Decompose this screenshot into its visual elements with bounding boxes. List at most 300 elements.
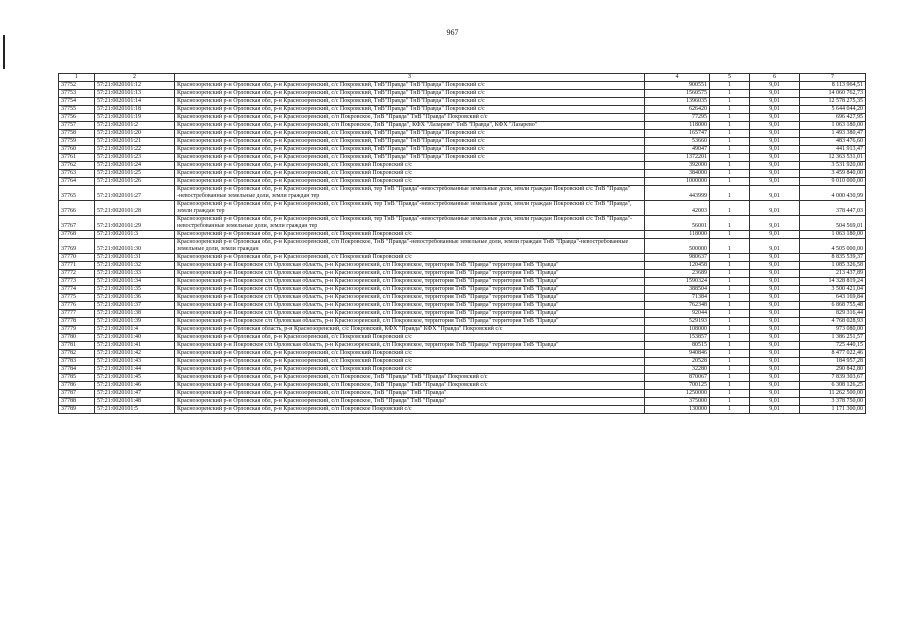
row-number: 37771: [59, 262, 95, 270]
value: 11 262 500,00: [800, 390, 866, 398]
count: 1: [710, 374, 750, 382]
area: 375000: [645, 398, 710, 406]
table-row: [59, 294, 866, 302]
rate: 9,01: [750, 398, 800, 406]
address: Красноэоренский р-н Орловская область, р-н Красноэоренский, с/с Покровский, КФХ "Правда" КФХ "Правда" Покровский с/с: [175, 326, 645, 334]
value: 3 378 750,00: [800, 398, 866, 406]
row-number: 37758: [59, 130, 95, 138]
value: 290 842,80: [800, 366, 866, 374]
rate: 9,01: [750, 326, 800, 334]
address: Красноэоренский р-н Орловская обл, р-н Красноэоренский, с/с Покровский Покровский с/с: [175, 254, 645, 262]
address: Красноэоренский р-н Орловская обл, р-н Красноэоренский, с/с Покровский Покровский с/с: [175, 350, 645, 358]
value: 1 063 180,00: [800, 122, 866, 130]
rate: 9,01: [750, 201, 800, 216]
area: 626420: [645, 106, 710, 114]
row-number: 37780: [59, 334, 95, 342]
area: 762348: [645, 302, 710, 310]
cadastral-number: 57:21:0020101:21: [95, 138, 175, 146]
area: 32280: [645, 366, 710, 374]
count: 1: [710, 310, 750, 318]
cadastral-number: 57:21:0020101:32: [95, 262, 175, 270]
row-number: 37775: [59, 294, 95, 302]
cadastral-number: 57:21:0020101:47: [95, 390, 175, 398]
row-number: 37752: [59, 82, 95, 90]
area: 1250000: [645, 390, 710, 398]
table-row: [59, 326, 866, 334]
row-number: 37764: [59, 178, 95, 186]
area: 53660: [645, 138, 710, 146]
cadastral-number: 57:21:0020101:30: [95, 239, 175, 254]
rate: 9,01: [750, 294, 800, 302]
address: Красноэоренский р-н Покровское с/п Орловская область, р-н Красноэоренский, с/п Покровское, территория ТнВ "Правда" территория ТнВ "Правда": [175, 294, 645, 302]
row-number: 37789: [59, 406, 95, 414]
cadastral-number: 57:21:0020101:5: [95, 406, 175, 414]
table-row: [59, 201, 866, 216]
count: 1: [710, 138, 750, 146]
cadastral-number: 57:21:0020101:14: [95, 98, 175, 106]
address: Красноэоренский р-н Орловская обл, р-н Красноэоренский, с/с Покровский, тер ТнВ "Правда"-невостребованные земельные доли, земли граждан Покровский с/с ТнВ "Правда", земли граждан тер: [175, 201, 645, 216]
value: 4 000 430,99: [800, 186, 866, 201]
address: Красноэоренский р-н Орловская обл, р-н Красноэоренский, с/с Покровский, ТнВ"Правда" ТнВ"Правда" Покровский с/с: [175, 106, 645, 114]
rate: 9,01: [750, 114, 800, 122]
header-cell: 5: [710, 74, 750, 82]
rate: 9,01: [750, 374, 800, 382]
table-row: [59, 278, 866, 286]
row-number: 37774: [59, 286, 95, 294]
area: 700125: [645, 382, 710, 390]
rate: 9,01: [750, 366, 800, 374]
area: 529193: [645, 318, 710, 326]
value: 3 500 421,04: [800, 286, 866, 294]
count: 1: [710, 186, 750, 201]
value: 12 578 275,35: [800, 98, 866, 106]
table-row: [59, 106, 866, 114]
table-row: [59, 216, 866, 231]
rate: 9,01: [750, 310, 800, 318]
cadastral-number: 57:21:0020101:27: [95, 186, 175, 201]
table-row: [59, 162, 866, 170]
address: Красноэоренский р-н Орловская обл, р-н Красноэоренский, с/п Покровское, ТнВ "Правда" ТнВ "Правда" Покровский с/с: [175, 382, 645, 390]
address: Красноэоренский р-н Орловская обл, р-н Красноэоренский, с/п Покровское, ТнВ "Правда" ТнВ "Правда": [175, 390, 645, 398]
row-number: 37753: [59, 90, 95, 98]
row-number: 37778: [59, 318, 95, 326]
value: 1 386 251,57: [800, 334, 866, 342]
rate: 9,01: [750, 154, 800, 162]
rate: 9,01: [750, 278, 800, 286]
cadastral-number: 57:21:0020101:12: [95, 82, 175, 90]
cadastral-number: 57:21:0020101:19: [95, 114, 175, 122]
value: 6 868 755,48: [800, 302, 866, 310]
value: 973 080,00: [800, 326, 866, 334]
row-number: 37762: [59, 162, 95, 170]
area: 165747: [645, 130, 710, 138]
row-number: 37759: [59, 138, 95, 146]
cadastral-number: 57:21:0020101:2: [95, 122, 175, 130]
rate: 9,01: [750, 302, 800, 310]
cadastral-number: 57:21:0020101:44: [95, 366, 175, 374]
cadastral-number: 57:21:0020101:13: [95, 90, 175, 98]
cadastral-number: 57:21:0020101:23: [95, 154, 175, 162]
address: Красноэоренский р-н Орловская обл, р-н Красноэоренский, с/с Покровский Покровский с/с: [175, 178, 645, 186]
cadastral-number: 57:21:0020101:26: [95, 178, 175, 186]
count: 1: [710, 294, 750, 302]
count: 1: [710, 278, 750, 286]
rate: 9,01: [750, 270, 800, 278]
cadastral-number: 57:21:0020101:48: [95, 398, 175, 406]
rate: 9,01: [750, 170, 800, 178]
count: 1: [710, 231, 750, 239]
cadastral-number: 57:21:0020101:35: [95, 286, 175, 294]
table-row: [59, 334, 866, 342]
rate: 9,01: [750, 106, 800, 114]
rate: 9,01: [750, 254, 800, 262]
scan-edge-mark: [3, 35, 5, 69]
table-row: [59, 390, 866, 398]
area: 42003: [645, 201, 710, 216]
rate: 9,01: [750, 162, 800, 170]
address: Красноэоренский р-н Покровское с/п Орловская область, р-н Красноэоренский, с/п Покровское, территория ТнВ "Правда" территория ТнВ "Правда": [175, 310, 645, 318]
address: Красноэоренский р-н Орловская обл, р-н Красноэоренский, с/с Покровский, тер ТнВ "Правда"-невостребованные земельные доли, земли граждан Покровский с/с ТнВ "Правда" -невостребованные земельные доли, земли граждан тер: [175, 186, 645, 201]
address: Красноэоренский р-н Орловская обл, р-н Красноэоренский, с/с Покровский Покровский с/с: [175, 334, 645, 342]
address: Красноэоренский р-н Орловская обл, р-н Красноэоренский, с/с Покровский Покровский с/с: [175, 366, 645, 374]
rate: 9,01: [750, 318, 800, 326]
cadastral-number: 57:21:0020101:45: [95, 374, 175, 382]
table-row: [59, 398, 866, 406]
address: Красноэоренский р-н Покровское с/п Орловская область, р-н Красноэоренский, с/п Покровское, территория ТнВ "Правда" территория ТнВ "Правда": [175, 342, 645, 350]
table-row: [59, 146, 866, 154]
value: 12 363 531,01: [800, 154, 866, 162]
table-row: [59, 154, 866, 162]
count: 1: [710, 239, 750, 254]
count: 1: [710, 366, 750, 374]
count: 1: [710, 262, 750, 270]
table-row: [59, 239, 866, 254]
table-row: [59, 318, 866, 326]
cadastral-number: 57:21:0020101:22: [95, 146, 175, 154]
address: Красноэоренский р-н Покровское с/п Орловская область, р-н Красноэоренский, с/п Покровское, территория ТнВ "Правда" территория ТнВ "Правда": [175, 318, 645, 326]
count: 1: [710, 90, 750, 98]
cadastral-number: 57:21:0020101:40: [95, 334, 175, 342]
count: 1: [710, 122, 750, 130]
cadastral-number: 57:21:0020101:37: [95, 302, 175, 310]
address: Красноэоренский р-н Орловская обл, р-н Красноэоренский, с/с Покровский, ТнВ"Правда" ТнВ"Правда" Покровский с/с: [175, 82, 645, 90]
row-number: 37784: [59, 366, 95, 374]
row-number: 37783: [59, 358, 95, 366]
area: 77295: [645, 114, 710, 122]
cadastral-number: 57:21:0020101:34: [95, 278, 175, 286]
cadastral-number: 57:21:0020101:36: [95, 294, 175, 302]
header-cell: 2: [95, 74, 175, 82]
cadastral-number: 57:21:0020101:28: [95, 201, 175, 216]
address: Красноэоренский р-н Орловская обл, р-н Красноэоренский, с/с Покровский Покровский с/с: [175, 231, 645, 239]
rate: 9,01: [750, 146, 800, 154]
area: 1000000: [645, 178, 710, 186]
value: 725 440,15: [800, 342, 866, 350]
count: 1: [710, 82, 750, 90]
row-number: 37770: [59, 254, 95, 262]
address: Красноэоренский р-н Орловская обл, р-н Красноэоренский, с/с Покровский, ТнВ"Правда" ТнВ"Правда" Покровский с/с: [175, 154, 645, 162]
address: Красноэоренский р-н Орловская обл, р-н Красноэоренский, с/п Покровское, ТнВ "Правда"-невостребованные земельные доли, земли граждан ТнВ "Правда"-невостребованные земельные доли, земли граждан: [175, 239, 645, 254]
rate: 9,01: [750, 390, 800, 398]
row-number: 37782: [59, 350, 95, 358]
address: Красноэоренский р-н Орловская обл, р-н Красноэоренский, с/с Покровский Покровский с/с: [175, 358, 645, 366]
row-number: 37768: [59, 231, 95, 239]
rate: 9,01: [750, 286, 800, 294]
header-row: [59, 74, 866, 82]
value: 1 085 326,58: [800, 262, 866, 270]
table-row: [59, 350, 866, 358]
count: 1: [710, 270, 750, 278]
cadastral-number: 57:21:0020101:24: [95, 162, 175, 170]
value: 696 427,95: [800, 114, 866, 122]
address: Красноэоренский р-н Орловская обл, р-н Красноэоренский, с/с Покровский Покровский с/с: [175, 170, 645, 178]
value: 3 531 920,00: [800, 162, 866, 170]
table-row: [59, 358, 866, 366]
area: 388504: [645, 286, 710, 294]
header-cell: 1: [59, 74, 95, 82]
header-cell: 3: [175, 74, 645, 82]
row-number: 37763: [59, 170, 95, 178]
value: 829 316,44: [800, 310, 866, 318]
area: 1372201: [645, 154, 710, 162]
value: 9 010 000,00: [800, 178, 866, 186]
cadastral-number: 57:21:0020101:25: [95, 170, 175, 178]
area: 940846: [645, 350, 710, 358]
header-cell: 4: [645, 74, 710, 82]
address: Красноэоренский р-н Орловская обл, р-н Красноэоренский, с/п Покровское Покровский с/с: [175, 406, 645, 414]
value: 184 957,28: [800, 358, 866, 366]
value: 643 169,84: [800, 294, 866, 302]
count: 1: [710, 106, 750, 114]
address: Красноэоренский р-н Орловская обл, р-н Красноэоренский, с/с Покровский, ТнВ"Правда" ТнВ"Правда" Покровский с/с: [175, 146, 645, 154]
row-number: 37769: [59, 239, 95, 254]
count: 1: [710, 342, 750, 350]
count: 1: [710, 350, 750, 358]
area: 392000: [645, 162, 710, 170]
address: Красноэоренский р-н Покровское с/п Орловская область, р-н Красноэоренский, с/п Покровское, территория ТнВ "Правда" территория ТнВ "Правда": [175, 302, 645, 310]
address: Красноэоренский р-н Покровское с/п Орловская область, р-н Красноэоренский, с/п Покровское, территория ТнВ "Правда" территория ТнВ "Правда": [175, 278, 645, 286]
row-number: 37781: [59, 342, 95, 350]
address: Красноэоренский р-н Орловская обл, р-н Красноэоренский, с/п Покровское, ТнВ "Правда", КФХ "Лазарево" ТнВ "Правда", КФХ "Лазарево": [175, 122, 645, 130]
count: 1: [710, 286, 750, 294]
value: 1 493 380,47: [800, 130, 866, 138]
row-number: 37765: [59, 186, 95, 201]
value: 6 308 126,25: [800, 382, 866, 390]
address: Красноэоренский р-н Орловская обл, р-н Красноэоренский, с/с Покровский, ТнВ"Правда" ТнВ"Правда" Покровский с/с: [175, 138, 645, 146]
cadastral-number: 57:21:0020101:31: [95, 254, 175, 262]
value: 4 768 028,93: [800, 318, 866, 326]
table-row: [59, 82, 866, 90]
area: 71384: [645, 294, 710, 302]
row-number: 37786: [59, 382, 95, 390]
table-row: [59, 186, 866, 201]
value: 4 505 000,00: [800, 239, 866, 254]
area: 153857: [645, 334, 710, 342]
area: 120458: [645, 262, 710, 270]
row-number: 37767: [59, 216, 95, 231]
address: Красноэоренский р-н Орловская обл, р-н Красноэоренский, с/с Покровский, тер ТнВ "Правда"-невостребованные земельные доли, земли граждан Покровский с/с ТнВ "Правда"-невостребованные земельные доли, земли граждан тер: [175, 216, 645, 231]
rate: 9,01: [750, 186, 800, 201]
table-row: [59, 310, 866, 318]
address: Красноэоренский р-н Орловская обл, р-н Красноэоренский, с/с Покровский, ТнВ"Правда" ТнВ"Правда" Покровский с/с: [175, 90, 645, 98]
header-cell: 6: [750, 74, 800, 82]
area: 870067: [645, 374, 710, 382]
area: 1560575: [645, 90, 710, 98]
table-row: [59, 366, 866, 374]
value: 441 913,47: [800, 146, 866, 154]
value: 8 477 022,46: [800, 350, 866, 358]
rate: 9,01: [750, 122, 800, 130]
area: 20528: [645, 358, 710, 366]
count: 1: [710, 170, 750, 178]
address: Красноэоренский р-н Орловская обл, р-н Красноэоренский, с/п Покровское, ТнВ "Правда" ТнВ "Правда" Покровский с/с: [175, 374, 645, 382]
table-row: [59, 90, 866, 98]
address: Красноэоренский р-н Покровское с/п Орловская область, р-н Красноэоренский, с/п Покровское, территория ТнВ "Правда" территория ТнВ "Правда": [175, 270, 645, 278]
count: 1: [710, 130, 750, 138]
row-number: 37756: [59, 114, 95, 122]
table-row: [59, 114, 866, 122]
page-number: 967: [446, 28, 459, 37]
rate: 9,01: [750, 406, 800, 414]
area: 49047: [645, 146, 710, 154]
count: 1: [710, 114, 750, 122]
rate: 9,01: [750, 262, 800, 270]
table-row: [59, 170, 866, 178]
row-number: 37766: [59, 201, 95, 216]
area: 80515: [645, 342, 710, 350]
rate: 9,01: [750, 231, 800, 239]
value: 8 835 539,37: [800, 254, 866, 262]
table-row: [59, 130, 866, 138]
rate: 9,01: [750, 358, 800, 366]
table-row: [59, 382, 866, 390]
count: 1: [710, 390, 750, 398]
value: 213 437,89: [800, 270, 866, 278]
count: 1: [710, 326, 750, 334]
cadastral-number: 57:21:0020101:4: [95, 326, 175, 334]
address: Красноэоренский р-н Покровское с/п Орловская область, р-н Красноэоренский, с/п Покровское, территория ТнВ "Правда" территория ТнВ "Правда": [175, 262, 645, 270]
count: 1: [710, 162, 750, 170]
row-number: 37785: [59, 374, 95, 382]
value: 7 839 303,67: [800, 374, 866, 382]
table-row: [59, 231, 866, 239]
address: Красноэоренский р-н Орловская обл, р-н Красноэоренский, с/п Покровское, ТнВ "Правда" ТнВ "Правда" Покровский с/с: [175, 114, 645, 122]
count: 1: [710, 302, 750, 310]
rate: 9,01: [750, 342, 800, 350]
table-row: [59, 178, 866, 186]
rate: 9,01: [750, 239, 800, 254]
value: 504 569,01: [800, 216, 866, 231]
count: 1: [710, 146, 750, 154]
row-number: 37779: [59, 326, 95, 334]
row-number: 37761: [59, 154, 95, 162]
area: 118000: [645, 231, 710, 239]
cadastral-number: 57:21:0020101:18: [95, 106, 175, 114]
row-number: 37773: [59, 278, 95, 286]
cadastral-number: 57:21:0020101:42: [95, 350, 175, 358]
count: 1: [710, 334, 750, 342]
address: Красноэоренский р-н Орловская обл, р-н Красноэоренский, с/п Покровское, ТнВ "Правда" ТнВ "Правда": [175, 398, 645, 406]
cadastral-number: 57:21:0020101:41: [95, 342, 175, 350]
value: 378 447,03: [800, 201, 866, 216]
cadastral-number: 57:21:0020101:38: [95, 310, 175, 318]
rate: 9,01: [750, 350, 800, 358]
address: Красноэоренский р-н Орловская обл, р-н Красноэоренский, с/с Покровский, ТнВ"Правда" ТнВ"Правда" Покровский с/с: [175, 130, 645, 138]
count: 1: [710, 178, 750, 186]
count: 1: [710, 406, 750, 414]
table-row: [59, 286, 866, 294]
area: 92044: [645, 310, 710, 318]
value: 1 063 180,00: [800, 231, 866, 239]
area: 980637: [645, 254, 710, 262]
value: 14 060 762,73: [800, 90, 866, 98]
area: 130000: [645, 406, 710, 414]
table-row: [59, 262, 866, 270]
table-row: [59, 98, 866, 106]
table-row: [59, 406, 866, 414]
rate: 9,01: [750, 82, 800, 90]
cadastral-number: 57:21:0020101:43: [95, 358, 175, 366]
cadastral-number: 57:21:0020101:20: [95, 130, 175, 138]
row-number: 37755: [59, 106, 95, 114]
area: 56001: [645, 216, 710, 231]
count: 1: [710, 358, 750, 366]
area: 1590324: [645, 278, 710, 286]
count: 1: [710, 398, 750, 406]
rate: 9,01: [750, 382, 800, 390]
area: 23689: [645, 270, 710, 278]
rate: 9,01: [750, 130, 800, 138]
area: 1396035: [645, 98, 710, 106]
row-number: 37760: [59, 146, 95, 154]
area: 500000: [645, 239, 710, 254]
area: 443999: [645, 186, 710, 201]
address: Красноэоренский р-н Покровское с/п Орловская область, р-н Красноэоренский, с/п Покровское, территория ТнВ "Правда" территория ТнВ "Правда": [175, 286, 645, 294]
rate: 9,01: [750, 98, 800, 106]
cadastral-number: 57:21:0020101:39: [95, 318, 175, 326]
table-row: [59, 302, 866, 310]
table-row: [59, 270, 866, 278]
cadastral-number: 57:21:0020101:46: [95, 382, 175, 390]
row-number: 37787: [59, 390, 95, 398]
count: 1: [710, 201, 750, 216]
count: 1: [710, 254, 750, 262]
row-number: 37776: [59, 302, 95, 310]
area: 108000: [645, 326, 710, 334]
table-row: [59, 138, 866, 146]
address: Красноэоренский р-н Орловская обл, р-н Красноэоренский, с/с Покровский Покровский с/с: [175, 162, 645, 170]
table-row: [59, 374, 866, 382]
value: 5 644 044,20: [800, 106, 866, 114]
address: Красноэоренский р-н Орловская обл, р-н Красноэоренский, с/с Покровский, ТнВ"Правда" ТнВ"Правда" Покровский с/с: [175, 98, 645, 106]
value: 8 113 964,51: [800, 82, 866, 90]
value: 483 476,60: [800, 138, 866, 146]
value: 3 459 840,00: [800, 170, 866, 178]
count: 1: [710, 382, 750, 390]
cadastral-number: 57:21:0020101:3: [95, 231, 175, 239]
row-number: 37757: [59, 122, 95, 130]
value: 14 328 819,24: [800, 278, 866, 286]
rate: 9,01: [750, 334, 800, 342]
rate: 9,01: [750, 178, 800, 186]
header-cell: 7: [800, 74, 866, 82]
cadastral-number: 57:21:0020101:33: [95, 270, 175, 278]
value: 1 171 300,00: [800, 406, 866, 414]
table-row: [59, 122, 866, 130]
rate: 9,01: [750, 138, 800, 146]
table-row: [59, 342, 866, 350]
row-number: 37777: [59, 310, 95, 318]
